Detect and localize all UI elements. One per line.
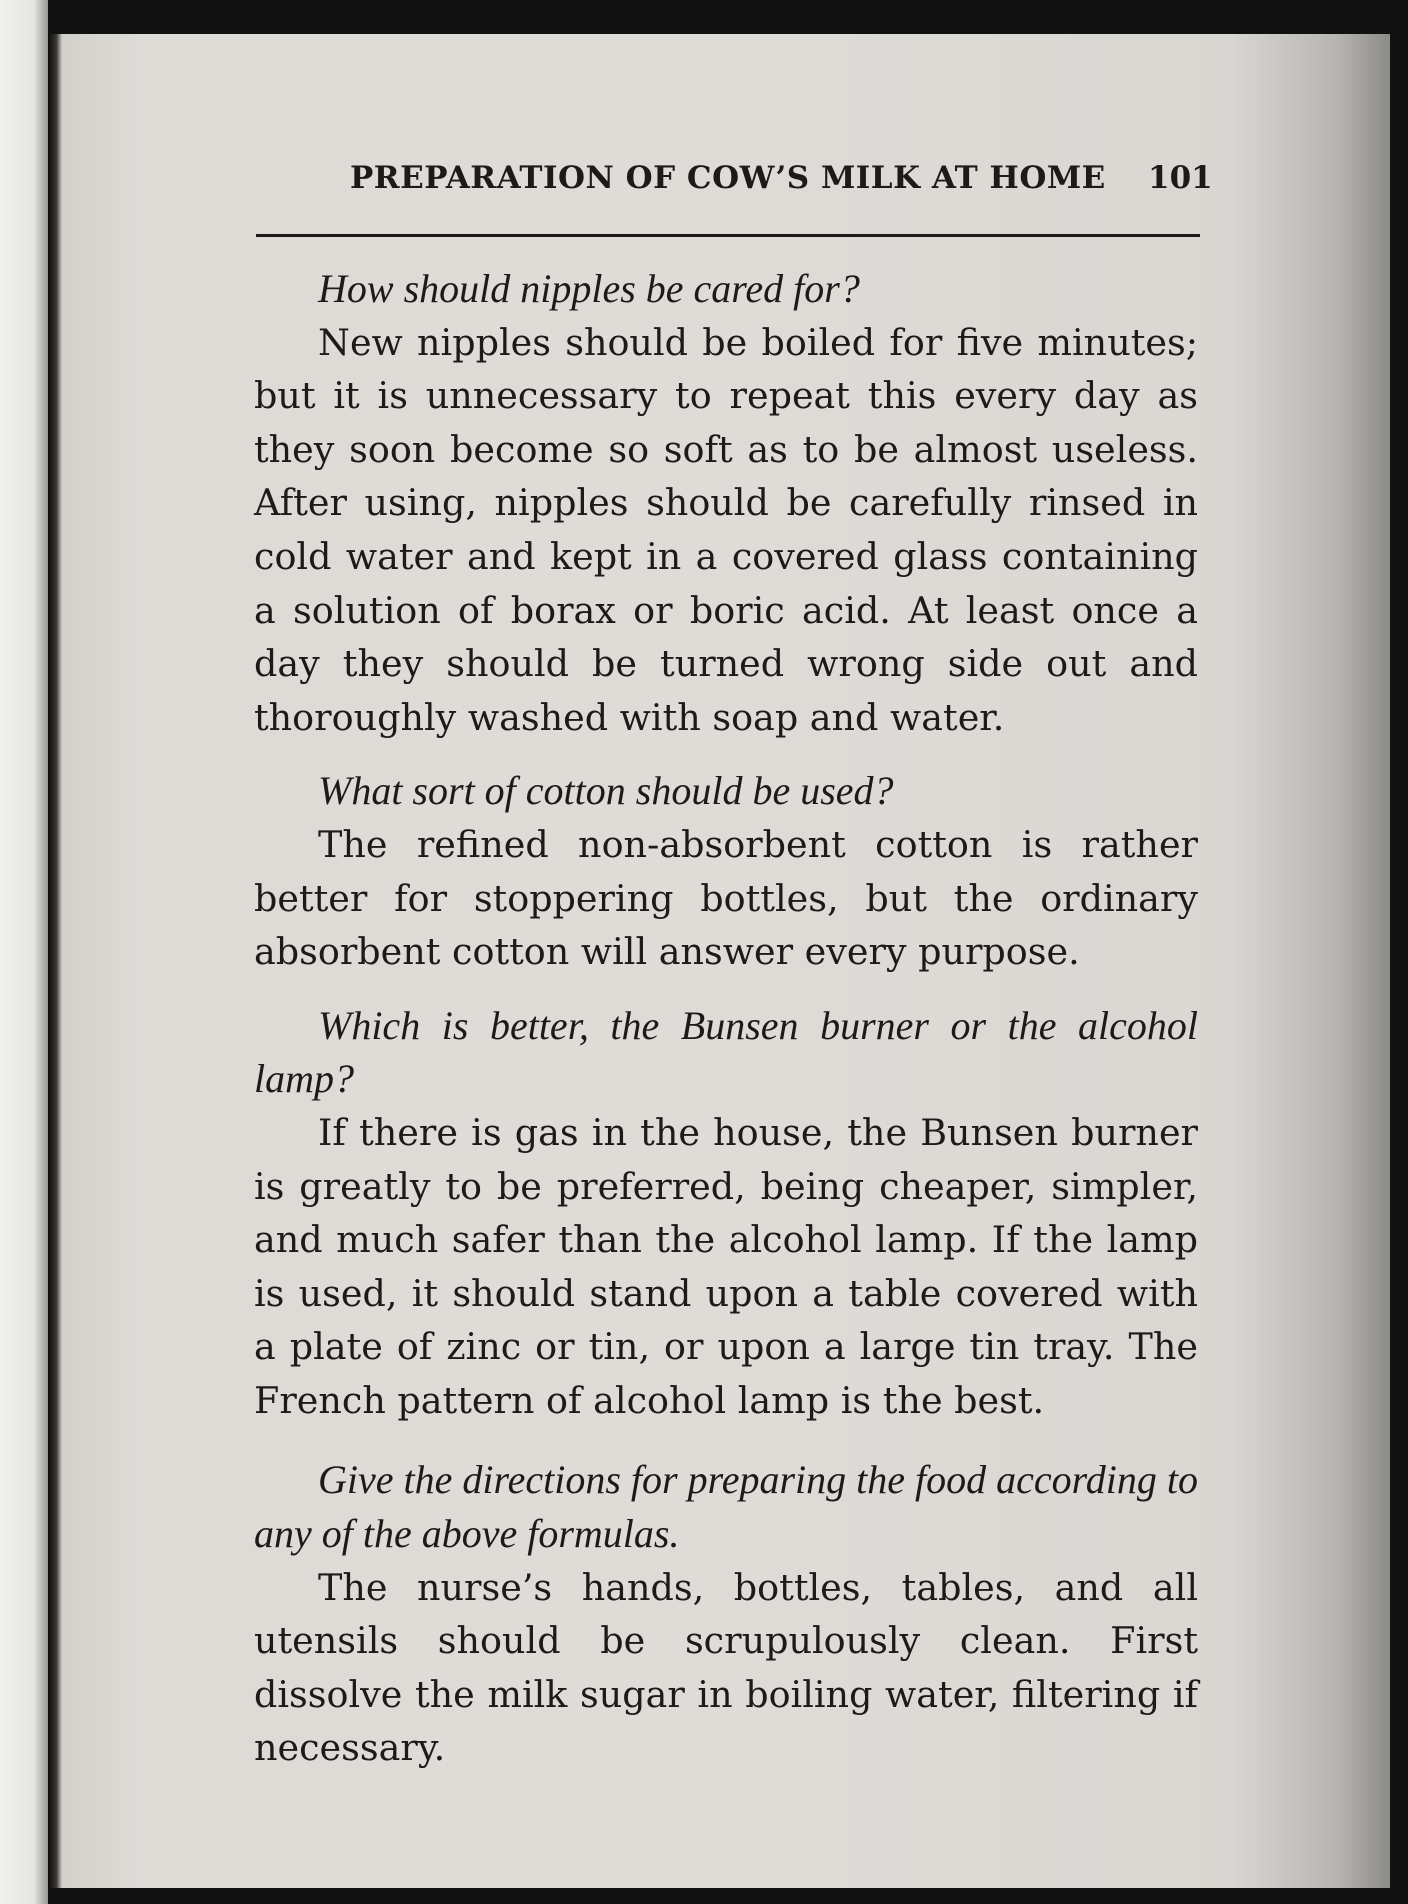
- page-gutter: [48, 34, 62, 1890]
- question-heading: Give the directions for preparing the food according to any of the above formulas.: [254, 1457, 1198, 1557]
- scan-bottom-border: [48, 1888, 1408, 1904]
- question-heading: What sort of cotton should be used?: [318, 768, 894, 814]
- answer-paragraph: If there is gas in the house, the Bunsen burner is greatly to be preferred, being cheaper, simpler, and much safer than the alcohol lamp. If the lamp is used, it should stand upon a table covered with a plate of zinc or tin, or upon a large tin tray. The French pattern of alcohol lamp is the best.: [254, 1110, 1198, 1422]
- scan-right-border: [1390, 0, 1408, 1904]
- answer-paragraph: The nurse’s hands, bottles, tables, and all utensils should be scrupulously clean. First dissolve the milk sugar in boiling water, filtering if necessary.: [254, 1565, 1198, 1770]
- running-head: PREPARATION OF COW’S MILK AT HOME: [350, 160, 1106, 196]
- header-rule: [256, 234, 1200, 237]
- page-number: 101: [1148, 160, 1213, 196]
- scan-top-border: [48, 0, 1408, 36]
- body-text: [254, 262, 1198, 1775]
- question-heading: How should nipples be cared for?: [318, 266, 860, 311]
- answer-paragraph: The refined non-absorbent cotton is rather better for stoppering bottles, but the ordinary absorbent cotton will answer every purpose.: [254, 822, 1198, 974]
- facing-page-edge: [0, 0, 48, 1904]
- answer-paragraph: New nipples should be boiled for five minutes; but it is unnecessary to repeat this every day as they soon become so soft as to be almost useless. After using, nipples should be carefully rinsed in cold water and kept in a covered glass containing a solution of borax or boric acid. At least once a day they should be turned wrong side out and thoroughly washed with soap and water.: [254, 320, 1198, 739]
- question-heading: Which is better, the Bunsen burner or the alcohol lamp?: [254, 1002, 1198, 1102]
